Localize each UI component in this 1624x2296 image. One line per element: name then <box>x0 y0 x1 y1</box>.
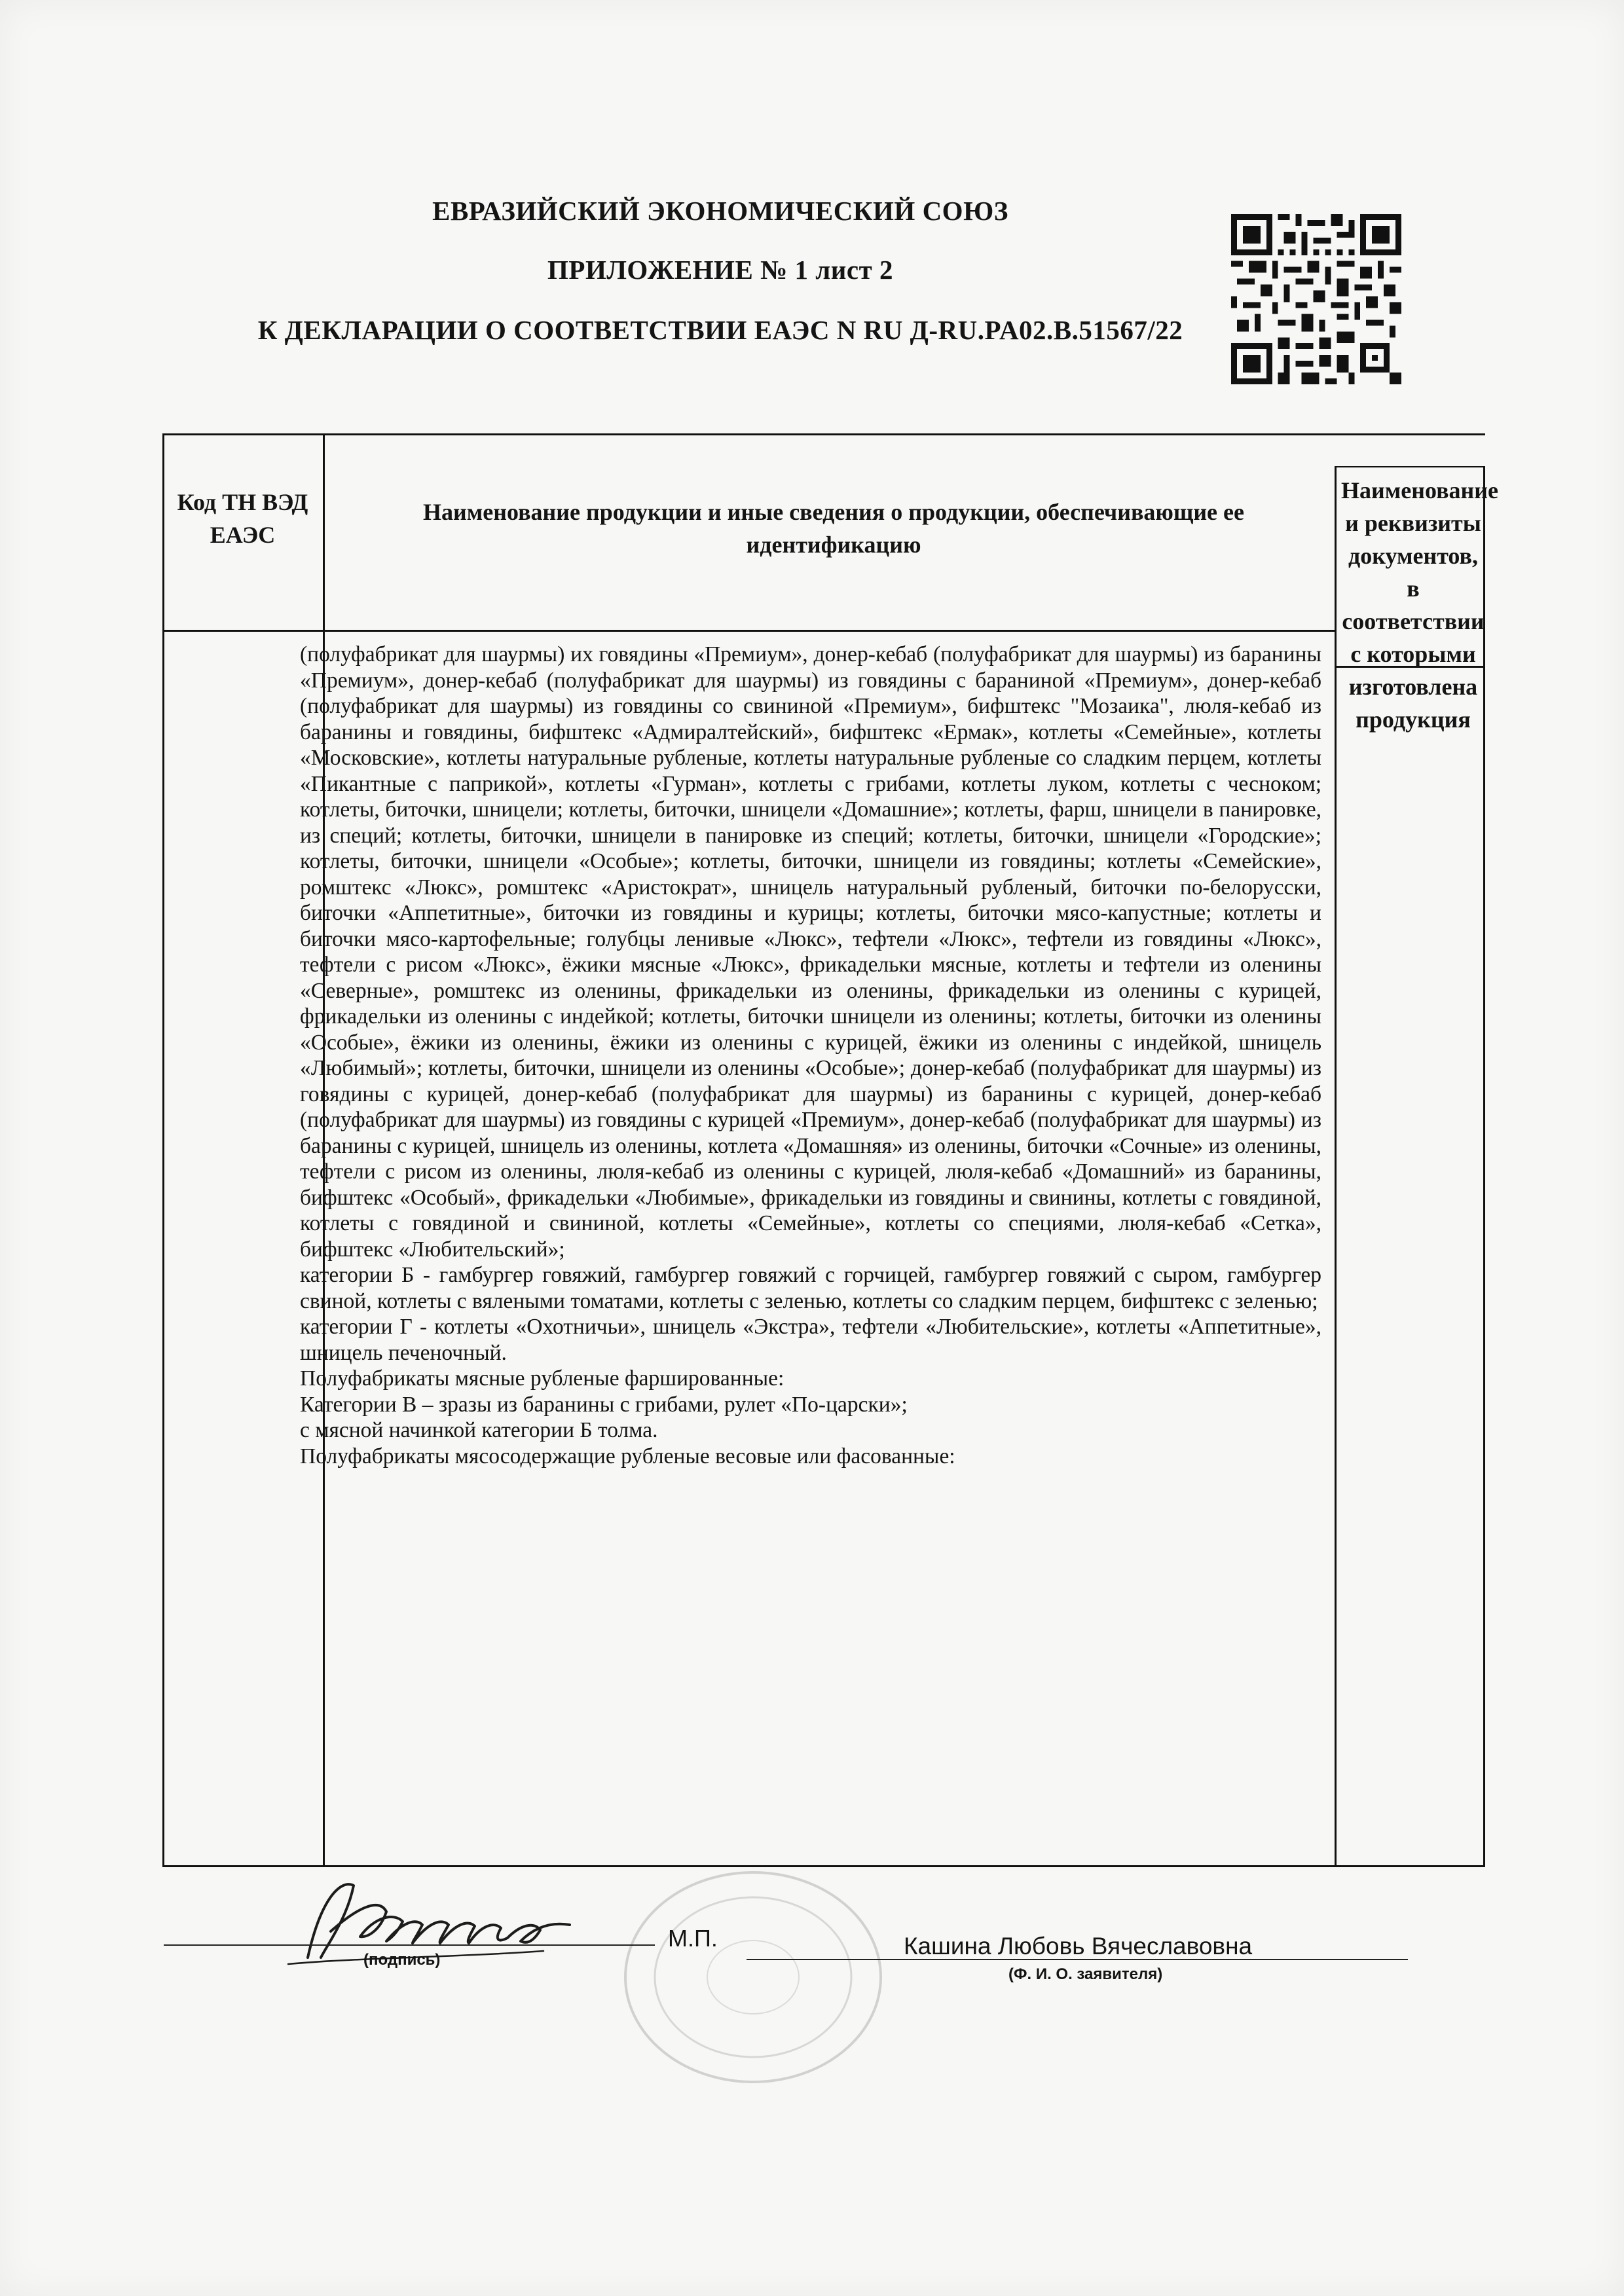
header-documents: Наименование и реквизиты документов, в соответствии с которыми изготовлена продукция <box>1341 477 1498 733</box>
paragraph-main: (полуфабрикат для шаурмы) их говядины «Премиум», донер-кебаб (полуфабрикат для шаурмы) из баранины «Премиум», донер-кебаб (полуфабрикат для шаурмы) из говядины с бараниной «Премиум», донер-кебаб (полуфабрикат для шаурмы) из говядины со свининой «Премиум», бифштекс "Мозаика", люля-кебаб из баранины и говядины, бифштекс «Адмиралтейский», бифштекс «Ермак», котлеты «Семейные», котлеты «Московские», котлеты натуральные рубленые, котлеты натуральные рубленые со сладким перцем, котлеты «Пикантные с паприкой», котлеты «Гурман», котлеты с грибами, котлеты луком, котлеты с чесноком; котлеты, биточки, шницели; котлеты, биточки, шницели «Домашние»; котлеты, фарш, шницели в панировке, из специй; котлеты, биточки, шницели в панировке из специй; котлеты, биточки, шницели «Городские»; котлеты, биточки, шницели «Особые»; котлеты, биточки, шницели из говядины; котлеты «Семейские», ромштекс «Люкс», ромштекс «Аристократ», шницель натуральный рубленый, биточки по-белорусски, биточки «Аппетитные», биточки из говядины и курицы; котлеты, биточки мясо-капустные; котлеты и биточки мясо-картофельные; голубцы ленивые «Люкс», тефтели «Люкс», тефтели из говядины «Люкс», тефтели с рисом «Люкс», ёжики мясные «Люкс», фрикадельки мясные, котлеты и тефтели из оленины «Северные», ромштекс из оленины, фрикадельки из оленины, фрикадельки из оленины с курицей, фрикадельки из оленины с индейкой; котлеты, биточки шницели из оленины; котлеты, биточки из оленины «Особые», ёжики из оленины, ёжики из оленины с курицей, ёжики из оленины с индейкой, шницель «Любимый»; котлеты, биточки, шницели из оленины «Особые»; донер-кебаб (полуфабрикат для шаурмы) из говядины с курицей, донер-кебаб (полуфабрикат для шаурмы) из баранины с курицей, донер-кебаб (полуфабрикат для шаурмы) из говядины с курицей «Премиум», донер-кебаб (полуфабрикат для шаурмы) из баранины с курицей, шницель из оленины, котлета «Домашняя» из оленины, биточки «Сочные» из оленины, тефтели с рисом из оленины, люля-кебаб из оленины с курицей, люля-кебаб «Домашний» из баранины, бифштекс «Особый», фрикадельки «Любимые», фрикадельки из говядины и свинины, котлеты с говядиной, котлеты с говядиной и свининой, котлеты «Семейные», котлеты со специями, люля-кебаб «Сетка», бифштекс «Любительский»; <box>300 642 1321 1262</box>
header-product-name: Наименование продукции и иные сведения о продукции, обеспечивающие ее идентификацию <box>422 499 1244 558</box>
signature-line <box>164 1944 655 1946</box>
column-divider-2 <box>1335 466 1337 1867</box>
name-caption: (Ф. И. О. заявителя) <box>1008 1965 1163 1983</box>
paragraph-tolma: с мясной начинкой категории Б толма. <box>300 1418 658 1442</box>
declaration-number: К ДЕКЛАРАЦИИ О СООТВЕТСТВИИ ЕАЭС N RU Д-RU.PA02.B.51567/22 <box>257 315 1183 345</box>
product-description <box>300 642 1321 1469</box>
signature-block <box>0 1853 1624 2049</box>
paragraph-meat-containing: Полуфабрикаты мясосодержащие рубленые весовые или фасованные: <box>300 1444 955 1468</box>
paragraph-stuffed-heading: Полуфабрикаты мясные рубленые фаршированные: <box>300 1366 784 1391</box>
appendix-title: ПРИЛОЖЕНИЕ № 1 лист 2 <box>547 255 893 285</box>
header-code: Код ТН ВЭД ЕАЭС <box>177 489 308 548</box>
stamp-icon <box>616 1853 891 2088</box>
table-left-border <box>162 433 164 1867</box>
table-top-border <box>162 433 1485 435</box>
paragraph-category-g: категории Г - котлеты «Охотничьи», шницель «Экстра», тефтели «Любительские», котлеты «Аппетитные», шницель печеночный. <box>300 1315 1321 1365</box>
union-title: ЕВРАЗИЙСКИЙ ЭКОНОМИЧЕСКИЙ СОЮЗ <box>432 196 1008 226</box>
qr-code-icon <box>1231 211 1401 388</box>
applicant-name: Кашина Любовь Вячеславовна <box>904 1933 1253 1959</box>
paragraph-category-v: Категории В – зразы из баранины с грибами, рулет «По-царски»; <box>300 1392 908 1417</box>
col3-top-border <box>1335 466 1485 467</box>
header-separator <box>162 630 1335 632</box>
signature-caption: (подпись) <box>363 1951 441 1969</box>
products-table <box>162 433 1498 1867</box>
paragraph-category-b: категории Б - гамбургер говяжий, гамбургер говяжий с горчицей, гамбургер говяжий с сыром, гамбургер свиной, котлеты с вялеными томатами, котлеты с зеленью, котлеты со сладким перцем, бифштекс с зеленью; <box>300 1263 1321 1313</box>
stamp-label: М.П. <box>668 1925 718 1952</box>
